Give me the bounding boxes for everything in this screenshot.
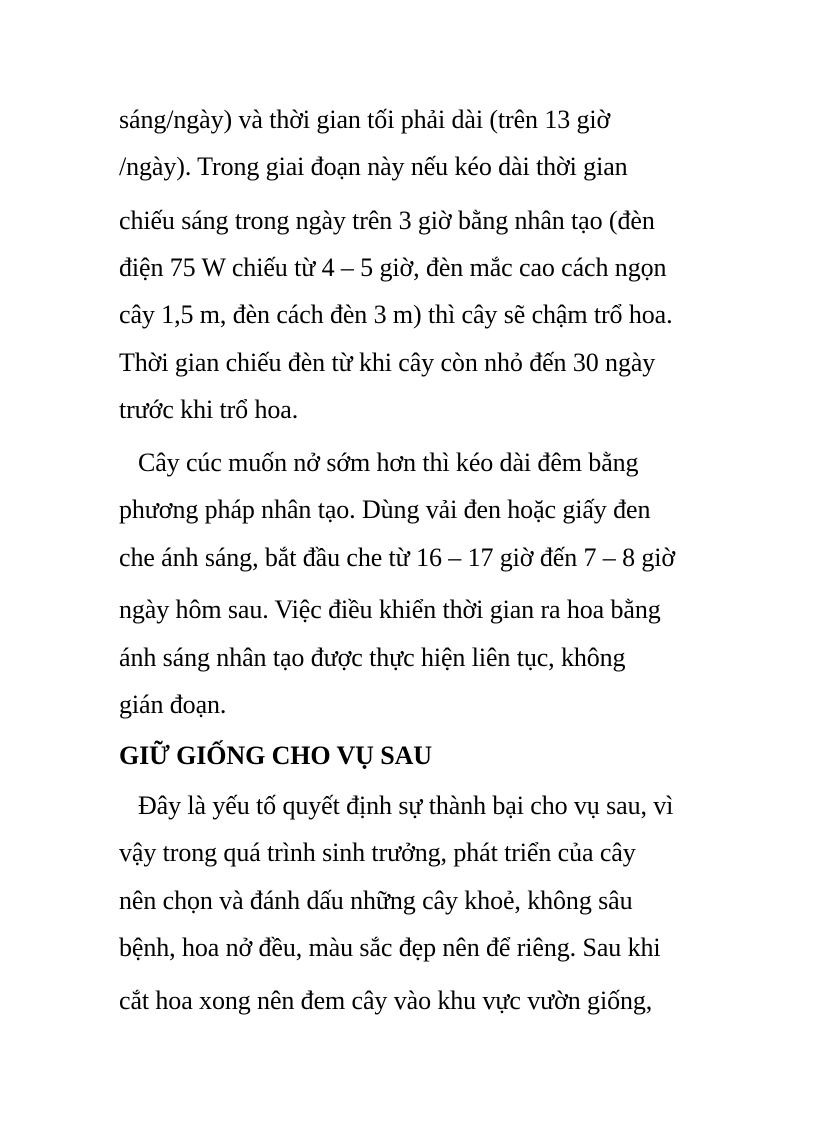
paragraph-3-line-3: nên chọn và đánh dấu những cây khoẻ, không sâu	[119, 886, 633, 915]
paragraph-3-line-5: cắt hoa xong nên đem cây vào khu vực vườn giống,	[119, 986, 653, 1015]
paragraph-3-line-2: vậy trong quá trình sinh trưởng, phát triển của cây	[119, 838, 636, 867]
paragraph-2-line-5: ánh sáng nhân tạo được thực hiện liên tục, không	[119, 643, 626, 672]
paragraph-1-line-5: cây 1,5 m, đèn cách đèn 3 m) thì cây sẽ chậm trổ hoa.	[119, 300, 673, 329]
paragraph-1-line-2: /ngày). Trong giai đoạn này nếu kéo dài thời gian	[119, 152, 628, 181]
paragraph-2-line-1: Cây cúc muốn nở sớm hơn thì kéo dài đêm bằng	[138, 448, 639, 477]
paragraph-1-line-6: Thời gian chiếu đèn từ khi cây còn nhỏ đến 30 ngày	[119, 348, 656, 377]
paragraph-2-line-4: ngày hôm sau. Việc điều khiển thời gian ra hoa bằng	[119, 595, 661, 624]
paragraph-1-line-4: điện 75 W chiếu từ 4 – 5 giờ, đèn mắc cao cách ngọn	[119, 253, 667, 282]
paragraph-2-line-3: che ánh sáng, bắt đầu che từ 16 – 17 giờ đến 7 – 8 giờ	[119, 543, 676, 572]
paragraph-1-line-1: sáng/ngày) và thời gian tối phải dài (trên 13 giờ	[119, 105, 611, 134]
paragraph-1-line-3: chiếu sáng trong ngày trên 3 giờ bằng nhân tạo (đèn	[119, 206, 655, 235]
paragraph-1-line-7: trước khi trổ hoa.	[119, 395, 299, 424]
paragraph-3-line-4: bệnh, hoa nở đều, màu sắc đẹp nên để riêng. Sau khi	[119, 933, 661, 962]
paragraph-3-line-1: Đây là yếu tố quyết định sự thành bại cho vụ sau, vì	[138, 791, 674, 820]
section-heading: GIỮ GIỐNG CHO VỤ SAU	[119, 741, 432, 770]
paragraph-2-line-6: gián đoạn.	[119, 690, 227, 719]
paragraph-2-line-2: phương pháp nhân tạo. Dùng vải đen hoặc giấy đen	[119, 495, 651, 524]
